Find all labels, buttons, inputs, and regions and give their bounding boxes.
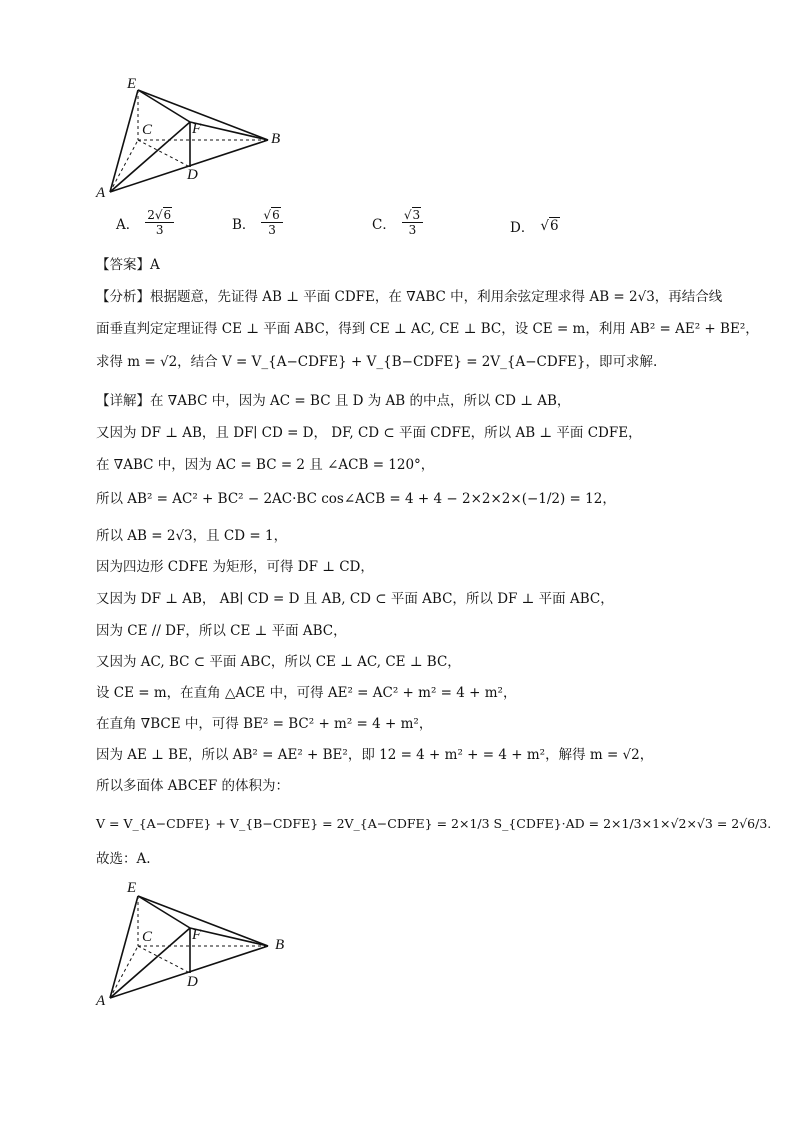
option-b[interactable] [232, 208, 283, 237]
detail-line-7: 又因为 DF ⊥ AB， AB∣ CD = D 且 AB, CD ⊂ 平面 ABC，所以 DF ⊥ 平面 ABC， [96, 591, 614, 607]
label-d: D [187, 167, 198, 183]
detail-line-9: 又因为 AC, BC ⊂ 平面 ABC，所以 CE ⊥ AC, CE ⊥ BC， [96, 654, 461, 670]
option-c-letter: C． [372, 216, 396, 233]
label-d-bottom: D [187, 974, 198, 990]
analysis-line-1: 【分析】根据题意，先证得 AB ⊥ 平面 CDFE，在 ∇ABC 中，利用余弦定理求得 AB = 2√3，再结合线 [96, 289, 723, 305]
answer-line [96, 256, 160, 274]
option-d[interactable] [510, 216, 560, 236]
detail-line-15: 故选：A. [96, 851, 151, 867]
label-c: C [142, 122, 153, 138]
option-b-value: $\frac{√6}{3}$ [261, 208, 282, 237]
option-c-value: $\frac{√3}{3}$ [402, 208, 423, 237]
label-a: A [96, 185, 106, 201]
option-a[interactable] [116, 208, 174, 237]
detail-line-4: 所以 AB² = AC² + BC² − 2AC·BC cos∠ACB = 4 + 4 − 2×2×2×(−1/2) = 12， [96, 491, 616, 507]
analysis-tag: 【分析】 [96, 289, 150, 305]
label-b: B [271, 131, 281, 147]
option-d-letter: D． [510, 220, 535, 236]
option-b-letter: B． [232, 216, 256, 233]
detail-line-2: 又因为 DF ⊥ AB，且 DF∣ CD = D， DF, CD ⊂ 平面 CDFE，所以 AB ⊥ 平面 CDFE， [96, 425, 642, 441]
option-a-value: $\frac{2√6}{3}$ [145, 208, 174, 237]
answer-value: A [150, 257, 160, 273]
label-e: E [127, 76, 137, 92]
label-f: F [192, 121, 202, 137]
detail-line-10: 设 CE = m，在直角 △ACE 中，可得 AE² = AC² + m² = 4 + m²， [96, 685, 517, 701]
detail-line-13: 所以多面体 ABCEF 的体积为： [96, 778, 290, 794]
detail-line-1: 【详解】在 ∇ABC 中，因为 AC = BC 且 D 为 AB 的中点，所以 CD ⊥ AB， [96, 393, 571, 409]
label-b-bottom: B [275, 937, 285, 953]
analysis-line-2: 面垂直判定定理证得 CE ⊥ 平面 ABC，得到 CE ⊥ AC, CE ⊥ BC，设 CE = m，利用 AB² = AE² + BE²， [96, 321, 759, 337]
detail-line-14: V = V_{A−CDFE} + V_{B−CDFE} = 2V_{A−CDFE} = 2×1/3 S_{CDFE}·AD = 2×1/3×1×√2×√3 = 2√6/3. [96, 816, 772, 831]
label-a-bottom: A [96, 993, 106, 1009]
label-e-bottom: E [127, 880, 137, 896]
detail-line-3: 在 ∇ABC 中，因为 AC = BC = 2 且 ∠ACB = 120°， [96, 457, 435, 473]
option-d-value: √6 [540, 218, 559, 234]
detail-line-5: 所以 AB = 2√3，且 CD = 1， [96, 528, 288, 544]
detail-line-8: 因为 CE // DF，所以 CE ⊥ 平面 ABC， [96, 623, 347, 639]
answer-tag: 【答案】 [96, 257, 150, 273]
analysis-line-3: 求得 m = √2，结合 V = V_{A−CDFE} + V_{B−CDFE} = 2V_{A−CDFE}，即可求解. [96, 354, 658, 370]
option-a-letter: A． [116, 216, 140, 233]
detail-line-6: 因为四边形 CDFE 为矩形，可得 DF ⊥ CD， [96, 559, 374, 575]
detail-line-11: 在直角 ∇BCE 中，可得 BE² = BC² + m² = 4 + m²， [96, 716, 433, 732]
detail-tag: 【详解】 [96, 393, 150, 409]
option-c[interactable] [372, 208, 423, 237]
label-c-bottom: C [142, 929, 153, 945]
label-f-bottom: F [192, 927, 202, 943]
detail-line-12: 因为 AE ⊥ BE，所以 AB² = AE² + BE²，即 12 = 4 + m² + = 4 + m²，解得 m = √2， [96, 747, 654, 763]
